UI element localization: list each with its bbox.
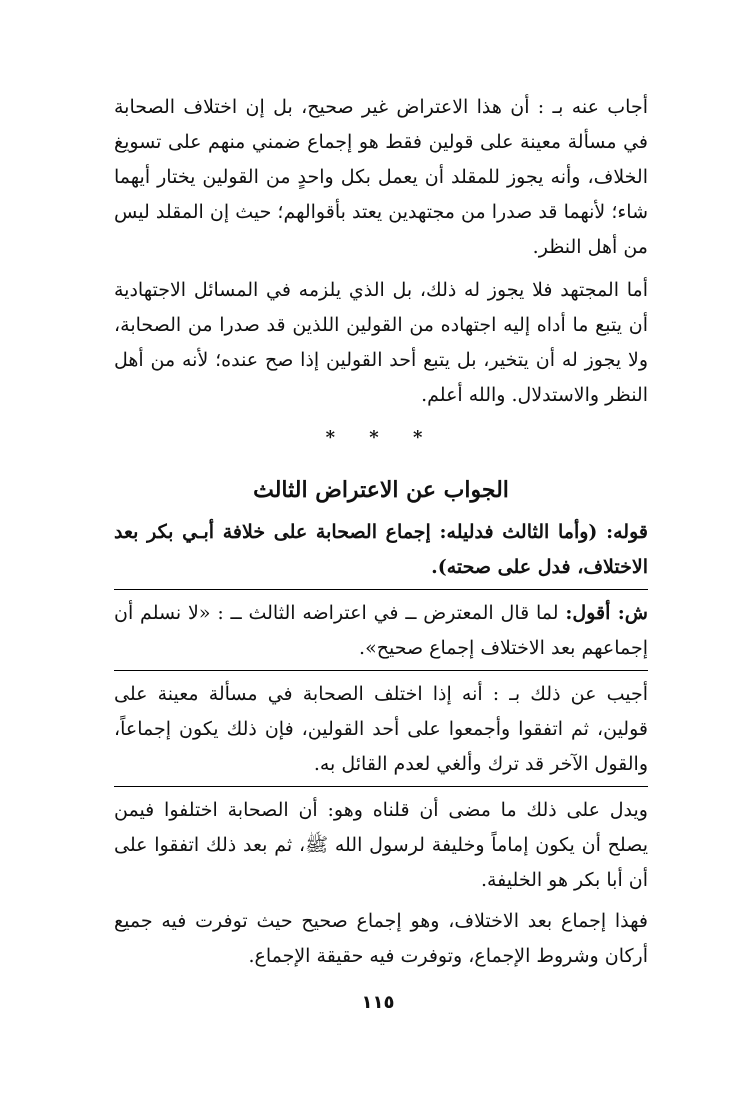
paragraph: أجاب عنه بـ : أن هذا الاعتراض غير صحيح، بل إن اختلاف الصحابة في مسألة معينة على قولين فقط هو إجماع ضمني منهم على تسويغ الخلاف، وأنه يجوز للمقلد أن يعمل بكل واحدٍ من القولين يختار أيهما شاء؛ لأنهما قد صدرا من مجتهدين يعتد بأقوالهم؛ حيث إن المقلد ليس من أهل النظر. <box>114 96 648 258</box>
divider-line <box>114 589 648 590</box>
paragraph: فهذا إجماع بعد الاختلاف، وهو إجماع صحيح حيث توفرت فيه جميع أركان وشروط الإجماع، وتوفرت فيه حقيقة الإجماع. <box>114 910 648 967</box>
quote-label: قوله: <box>606 521 648 543</box>
commentary-body: لما قال المعترض ــ في اعتراضه الثالث ــ : «لا نسلم أن إجماعهم بعد الاختلاف إجماع صحيح». <box>114 602 648 659</box>
divider-line <box>114 670 648 671</box>
section-heading: الجواب عن الاعتراض الثالث <box>253 477 509 503</box>
paragraph: أجيب عن ذلك بـ : أنه إذا اختلف الصحابة في مسألة معينة على قولين، ثم اتفقوا وأجمعوا على أحد القولين، فإن ذلك يكون إجماعاً، والقول الآخر قد ترك وألغي لعدم القائل به. <box>114 683 648 775</box>
page-number: ١١٥ <box>361 992 395 1013</box>
commentary <box>114 596 648 666</box>
section-separator: * * * <box>325 427 437 448</box>
page-body <box>114 90 648 974</box>
paragraph: ويدل على ذلك ما مضى أن قلناه وهو: أن الصحابة اختلفوا فيمن يصلح أن يكون إماماً وخليفة لرسول الله ﷺ، ثم بعد ذلك اتفقوا على أن أبا بكر هو الخليفة. <box>114 799 648 891</box>
commentary-label: ش: أقول: <box>565 602 649 624</box>
quote-body: (وأما الثالث فدليله: إجماع الصحابة على خلافة أبـي بكر بعد الاختلاف، فدل على صحته). <box>114 521 648 578</box>
divider-line <box>114 786 648 787</box>
paragraph: أما المجتهد فلا يجوز له ذلك، بل الذي يلزمه في المسائل الاجتهادية أن يتبع ما أداه إليه اجتهاده من القولين اللذين قد صدرا من الصحابة، ولا يجوز له أن يتخير، بل يتبع أحد القولين إذا صح عنده؛ لأنه من أهل النظر والاستدلال. والله أعلم. <box>114 279 648 406</box>
quoted-text <box>114 515 648 585</box>
